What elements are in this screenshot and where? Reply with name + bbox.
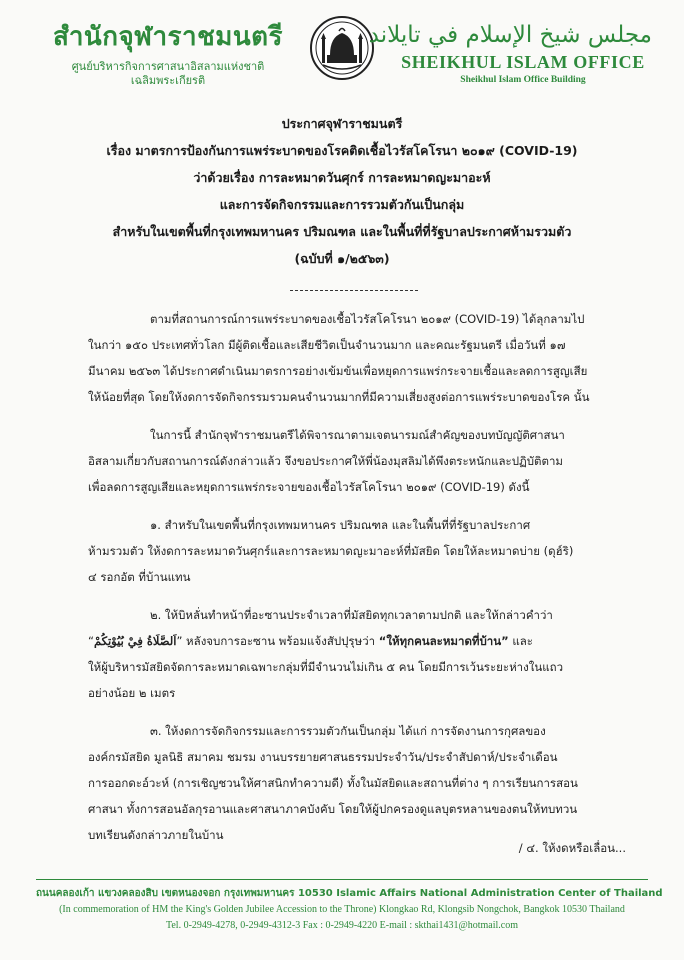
text-fragment: และ	[508, 634, 533, 648]
title-separator	[290, 290, 418, 291]
text-line: ให้ผู้บริหารมัสยิดจัดการละหมาดเฉพาะกลุ่มที่มีจำนวนไม่เกิน ๕ คน โดยมีการเว้นระยะห่างในแถว	[88, 660, 564, 674]
office-thai-name: สำนักจุฬาราชมนตรี	[52, 22, 284, 52]
text-line: บทเรียนดังกล่าวภายในบ้าน	[88, 828, 224, 842]
announcement-body	[88, 306, 628, 860]
office-thai-subtitle: ศูนย์บริหารกิจการศาสนาอิสลามแห่งชาติ	[71, 60, 265, 73]
text-line: อย่างน้อย ๒ เมตร	[88, 686, 176, 700]
title-line: ว่าด้วยเรื่อง การละหมาดวันศุกร์ การละหมาดญะมาอะห์	[193, 170, 491, 185]
footer-address-thai: ถนนคลองเก้า แขวงคลองสิบ เขตหนองจอก กรุงเทพมหานคร 10530 Islamic Affairs National Administration Center of Thailand	[36, 888, 663, 899]
office-english-subtitle: Sheikhul Islam Office Building	[460, 75, 586, 85]
text-line: มีนาคม ๒๕๖๓ ได้ประกาศดำเนินมาตรการอย่างเข้มข้นเพื่อหยุดการแพร่กระจายเชื้อและลดการสูญเสีย	[88, 364, 588, 378]
paragraph-2	[88, 422, 628, 500]
text-line: ศาสนา ทั้งการสอนอัลกุรอานและศาสนาภาคบังคับ โดยให้ผู้ปกครองดูแลบุตรหลานของตนให้ทบทวน	[88, 802, 578, 816]
arabic-phrase: اَلصَّلَاةُ فِيْ بُيُوْتِكُمْ	[93, 634, 177, 648]
office-arabic-name: مجلس شيخ الإسلام في تايلاند	[368, 22, 652, 48]
announcement-title	[0, 110, 684, 272]
text-line: เพื่อลดการสูญเสียและหยุดการแพร่กระจายของเชื้อไวรัสโคโรนา ๒๐๑๙ (COVID-19) ดังนี้	[88, 480, 530, 494]
paragraph-item-2	[88, 602, 628, 706]
title-line: สำหรับในเขตพื้นที่กรุงเทพมหานคร ปริมณฑล และในพื้นที่ที่รัฐบาลประกาศห้ามรวมตัว	[112, 224, 572, 239]
text-line: ๓. ให้งดการจัดกิจกรรมและการรวมตัวกันเป็นกลุ่ม ได้แก่ การจัดงานการกุศลของ	[150, 724, 546, 738]
text-line: ในกว่า ๑๕๐ ประเทศทั่วโลก มีผู้ติดเชื้อและเสียชีวิตเป็นจำนวนมาก และคณะรัฐมนตรี เมื่อวันที่ ๑๗	[88, 338, 566, 352]
office-thai-subtitle-2: เฉลิมพระเกียรติ	[130, 74, 206, 87]
text-line: ในการนี้ สำนักจุฬาราชมนตรีได้พิจารณาตามเจตนารมณ์สำคัญของบทบัญญัติศาสนา	[150, 428, 565, 442]
text-line: ให้น้อยที่สุด โดยให้งดการจัดกิจกรรมรวมคนจำนวนมากที่มีความเสี่ยงสูงต่อการแพร่ระบาดของโรค นั้น	[88, 390, 590, 404]
bold-phrase: “ให้ทุกคนละหมาดที่บ้าน”	[378, 634, 509, 648]
continued-marker: / ๔. ให้งดหรือเลื่อน...	[518, 841, 626, 855]
footer-divider	[36, 879, 648, 880]
title-line: ประกาศจุฬาราชมนตรี	[281, 116, 403, 131]
text-line: องค์กรมัสยิด มูลนิธิ สมาคม ชมรม งานบรรยายศาสนธรรมประจำวัน/ประจำสัปดาห์/ประจำเดือน	[88, 750, 558, 764]
footer-contact: Tel. 0-2949-4278, 0-2949-4312-3 Fax : 0-2949-4220 E-mail : skthai1431@hotmail.com	[165, 920, 519, 931]
text-line: อิสลามเกี่ยวกับสถานการณ์ดังกล่าวแล้ว จึงขอประกาศให้พี่น้องมุสลิมได้พึงตระหนักและปฏิบัติตาม	[88, 454, 563, 468]
office-english-name: SHEIKHUL ISLAM OFFICE	[401, 52, 645, 72]
paragraph-item-3	[88, 718, 628, 848]
letterhead-english	[368, 22, 652, 85]
text-fragment: หลังจบการอะซาน พร้อมแจ้งสัปปุรุษว่า	[182, 634, 379, 648]
paragraph-1	[88, 306, 628, 410]
text-line: ห้ามรวมตัว ให้งดการละหมาดวันศุกร์และการละหมาดญะมาอะห์ที่มัสยิด โดยให้ละหมาดบ่าย (ดุฮ์ริ)	[88, 544, 574, 558]
text-line: ๔ รอกอัต ที่บ้านแทน	[88, 570, 191, 584]
text-line: ตามที่สถานการณ์การแพร่ระบาดของเชื้อไวรัสโคโรนา ๒๐๑๙ (COVID-19) ได้ลุกลามไป	[150, 312, 585, 326]
letterhead-footer	[36, 886, 663, 934]
mosque-seal-icon	[309, 15, 375, 81]
text-line: ๑. สำหรับในเขตพื้นที่กรุงเทพมหานคร ปริมณฑล และในพื้นที่ที่รัฐบาลประกาศ	[150, 518, 531, 532]
title-line: (ฉบับที่ ๑/๒๕๖๓)	[294, 251, 390, 266]
title-line: และการจัดกิจกรรมและการรวมตัวกันเป็นกลุ่ม	[219, 197, 465, 212]
title-line: เรื่อง มาตรการป้องกันการแพร่ระบาดของโรคติดเชื้อไวรัสโคโรนา ๒๐๑๙ (COVID-19)	[106, 143, 578, 158]
footer-address-english: (In commemoration of HM the King's Golden Jubilee Accession to the Throne) Klongkao Rd, Klongsib Nongchok, Bangkok 10530 Thailand	[59, 904, 625, 915]
paragraph-item-1	[88, 512, 628, 590]
text-line: ๒. ให้บิหลั่นทำหน้าที่อะซานประจำเวลาที่มัสยิดทุกเวลาตามปกติ และให้กล่าวคำว่า	[150, 608, 553, 622]
text-line: การออกดะอ์วะห์ (การเชิญชวนให้ศาสนิกทำความดี) ทั้งในมัสยิดและสถานที่ต่าง ๆ การเรียนการสอน	[88, 776, 578, 790]
letterhead-thai	[38, 22, 298, 88]
text-line-mixed: “اَلصَّلَاةُ فِيْ بُيُوْتِكُمْ” หลังจบการอะซาน พร้อมแจ้งสัปปุรุษว่า “ให้ทุกคนละหมาดที่บ้าน” และ	[88, 634, 533, 648]
